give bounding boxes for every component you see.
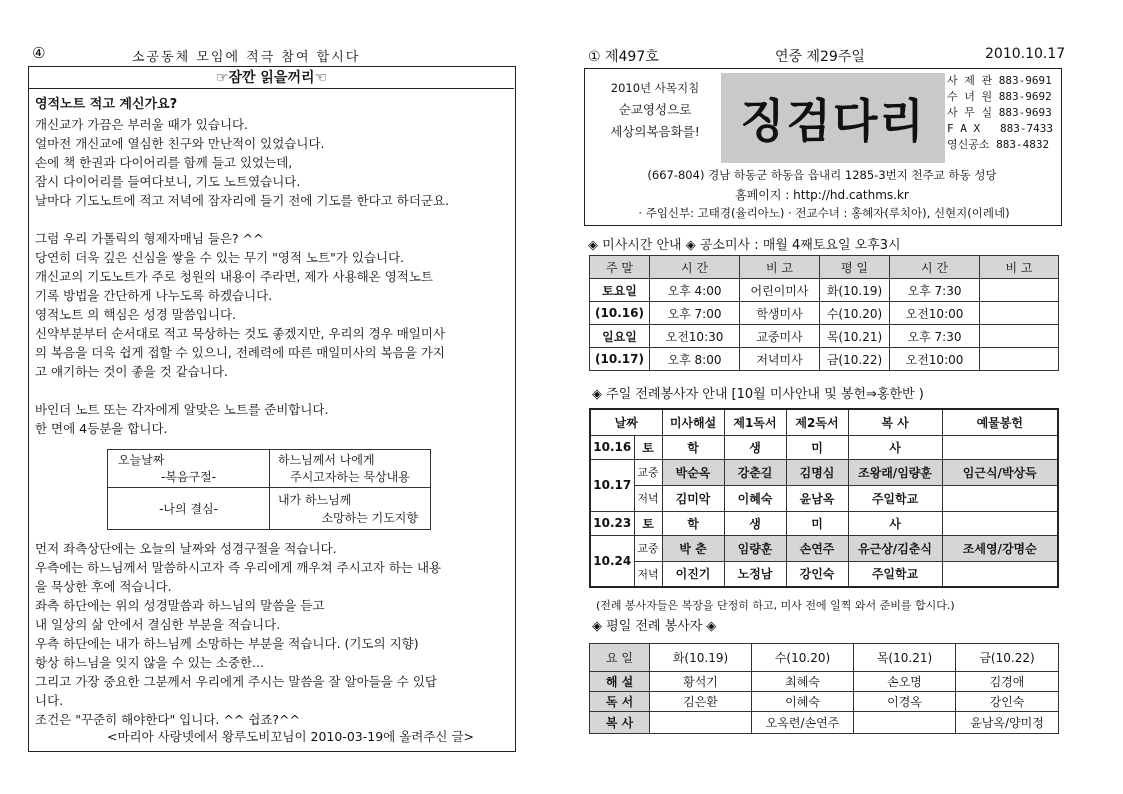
homepage[interactable]: 홈페이지 : http://hd.cathms.kr xyxy=(735,188,909,202)
mass-r1c1: 오후 4:00 xyxy=(650,279,740,302)
svc-1016-c1: 학 xyxy=(662,435,724,459)
mass-table xyxy=(589,255,1059,371)
grid-bl-1: -나의 결심- xyxy=(159,502,218,516)
article-line2-9: 조건은 "꾸준히 해야한다" 입니다. ^^ 쉽죠?^^ xyxy=(35,712,300,727)
wk-h1: 화(10.19) xyxy=(650,644,752,672)
service-title: ◈ 주일 전례봉사자 안내 [10월 미사안내 및 봉헌⇒홍한반 ) xyxy=(592,387,924,402)
svc-1023-c5 xyxy=(942,511,1058,535)
mass-r2c3: 수(10.20) xyxy=(820,302,890,325)
mass-r3c0: 일요일 xyxy=(590,325,650,348)
svc-h4: 복 사 xyxy=(848,409,942,435)
svc-1024a-c2: 임량훈 xyxy=(724,535,786,561)
article-line2-3: 좌측 하단에는 위의 성경말씀과 하느님의 말씀을 듣고 xyxy=(35,598,325,613)
grid-top-left xyxy=(108,450,270,488)
wk-r3c3 xyxy=(854,712,956,734)
mass-header-row xyxy=(590,256,1059,279)
article-line-8: 개신교의 기도노트가 주로 청원의 내용이 주라면, 제가 사용해온 영적노트 xyxy=(35,269,434,284)
article-body xyxy=(35,95,511,438)
mass-r4c2: 저녁미사 xyxy=(740,348,820,371)
mass-r3c2: 교중미사 xyxy=(740,325,820,348)
wk-r3c1 xyxy=(650,712,752,734)
wk-r1c4: 김경애 xyxy=(956,672,1059,692)
svc-1016-day: 토 xyxy=(634,435,662,459)
wk-h3: 목(10.21) xyxy=(854,644,956,672)
mass-r4c0: (10.17) xyxy=(590,348,650,371)
article-line-15: 바인더 노트 또는 각자에게 알맞은 노트를 준비합니다. xyxy=(35,402,329,417)
wk-r1c2: 최혜숙 xyxy=(752,672,854,692)
article-title: 영적노트 적고 계신가요? xyxy=(35,97,178,112)
article-line2-5: 우측 하단에는 내가 하느님께 소망하는 부분을 적습니다. (기도의 지향) xyxy=(35,636,419,651)
svc-1016-c5 xyxy=(942,435,1058,459)
grid-br-1: 내가 하느님께 xyxy=(278,492,352,507)
article-line2-7: 그리고 가장 중요한 그분께서 우리에게 주시는 말씀을 잘 알아들을 수 있답 xyxy=(35,674,437,689)
weekday-header-row xyxy=(590,644,1059,672)
contact-4: F A X 883-7433 xyxy=(947,122,1053,135)
wk-r1c1: 황석기 xyxy=(650,672,752,692)
service-row-1024-a xyxy=(590,535,1058,561)
mass-row-2 xyxy=(590,302,1059,325)
wk-h0: 요 일 xyxy=(590,644,650,672)
mass-row-4 xyxy=(590,348,1059,371)
staff: · 주임신부: 고태경(율리아노) · 전교수녀 : 홍혜자(루치아), 신현지(이레네) xyxy=(638,206,1010,220)
svc-1024b-c1: 이진기 xyxy=(662,561,724,587)
contact-2: 수 녀 원 883-9692 xyxy=(947,90,1052,103)
article-lines-2 xyxy=(35,539,511,729)
wk-r2c2: 이혜숙 xyxy=(752,692,854,712)
svc-1024-date: 10.24 xyxy=(590,535,634,587)
svc-1017b-kind: 저녁 xyxy=(634,485,662,511)
policy-line-3: 세상의복음화를! xyxy=(610,124,700,139)
article-source: <마리아 사랑넷에서 왕루도비꼬님이 2010-03-19에 올려주신 글> xyxy=(107,729,475,744)
article-line-9: 기록 방법을 간단하게 나누도록 하겠습니다. xyxy=(35,288,273,303)
mass-r1c3: 화(10.19) xyxy=(820,279,890,302)
weekday-row-1 xyxy=(590,672,1059,692)
policy-line-1: 2010년 사목지침 xyxy=(610,81,700,95)
address: (667-804) 경남 하동군 하동읍 읍내리 1285-3번지 천주교 하동 성당 xyxy=(647,168,997,182)
article-line2-1: 우측에는 하느님께서 말씀하시고자 즉 우리에게 깨우쳐 주시고자 하는 내용 xyxy=(35,560,442,575)
svc-1016-c2: 생 xyxy=(724,435,786,459)
mass-r1c5 xyxy=(980,279,1059,302)
mass-r4c3: 금(10.22) xyxy=(820,348,890,371)
svc-1017a-c5: 임근식/박상득 xyxy=(942,459,1058,485)
mass-h5: 비 고 xyxy=(980,256,1059,279)
svc-1017b-c4: 주일학교 xyxy=(848,485,942,511)
mass-h1: 시 간 xyxy=(650,256,740,279)
wk-r2c3: 이경옥 xyxy=(854,692,956,712)
service-row-1023 xyxy=(590,511,1058,535)
mass-h4: 시 간 xyxy=(890,256,980,279)
mass-r4c1: 오후 8:00 xyxy=(650,348,740,371)
svc-1023-c2: 생 xyxy=(724,511,786,535)
mass-r1c0: 토요일 xyxy=(590,279,650,302)
mass-h2: 비 고 xyxy=(740,256,820,279)
mass-r3c4: 오후 7:30 xyxy=(890,325,980,348)
grid-top-right xyxy=(270,450,431,488)
mass-r3c5 xyxy=(980,325,1059,348)
article-line2-6: 항상 하느님을 잊지 않을 수 있는 소중한... xyxy=(35,655,264,670)
article-line2-4: 내 일상의 삶 안에서 결심한 부분을 적습니다. xyxy=(35,617,281,632)
issue-number: ① 제497호 xyxy=(588,49,659,65)
svc-1024b-c5 xyxy=(942,561,1058,587)
wk-r3c4: 윤남옥/양미정 xyxy=(956,712,1059,734)
mass-r1c2: 어린이미사 xyxy=(740,279,820,302)
svc-1017-date: 10.17 xyxy=(590,459,634,511)
mass-r2c4: 오전10:00 xyxy=(890,302,980,325)
weekday-row-2 xyxy=(590,692,1059,712)
article-line-7: 당연히 더욱 깊은 신심을 쌓을 수 있는 무기 "영적 노트"가 있습니다. xyxy=(35,250,405,265)
svc-1024a-c3: 손연주 xyxy=(786,535,848,561)
article-line-11: 신약부분부터 순서대로 적고 묵상하는 것도 좋겠지만, 우리의 경우 매일미사 xyxy=(35,326,446,341)
wk-r3c2: 오옥련/손연주 xyxy=(752,712,854,734)
mass-row-3 xyxy=(590,325,1059,348)
article-line-6: 그럼 우리 가톨릭의 형제자매님 들은? ^^ xyxy=(35,231,264,246)
mass-r4c4: 오전10:00 xyxy=(890,348,980,371)
article-line-10: 영적노트 의 핵심은 성경 말씀입니다. xyxy=(35,307,236,322)
left-article-box xyxy=(28,66,516,752)
svc-1016-c4: 사 xyxy=(848,435,942,459)
article-line-14 xyxy=(35,381,511,400)
article-line-0: 개신교가 가끔은 부러울 때가 있습니다. xyxy=(35,117,249,132)
article-line-5 xyxy=(35,210,511,229)
mass-title: ◈ 미사시간 안내 ◈ 공소미사 : 매월 4째토요일 오후3시 xyxy=(588,238,901,253)
svc-1016-date: 10.16 xyxy=(590,435,634,459)
service-row-1024-b xyxy=(590,561,1058,587)
svc-1023-c1: 학 xyxy=(662,511,724,535)
policy-line-2: 순교영성으로 xyxy=(618,102,692,117)
svc-h2: 제1독서 xyxy=(724,409,786,435)
service-row-1017-a xyxy=(590,459,1058,485)
article-line2-0: 먼저 좌측상단에는 오늘의 날짜와 성경구절을 적습니다. xyxy=(35,541,337,556)
svc-1017a-kind: 교중 xyxy=(634,459,662,485)
grid-tr-2: 주시고자하는 묵상내용 xyxy=(290,469,410,484)
svc-1024a-c5: 조세영/강명순 xyxy=(942,535,1058,561)
svc-1024a-c4: 유근상/김춘식 xyxy=(848,535,942,561)
weekday-title: ◈ 평일 전례 봉사자 ◈ xyxy=(592,619,717,634)
svc-h5: 예물봉헌 xyxy=(942,409,1058,435)
note-grid xyxy=(107,449,431,530)
svc-1024b-c3: 강인숙 xyxy=(786,561,848,587)
svc-1017b-c5 xyxy=(942,485,1058,511)
svc-1023-day: 토 xyxy=(634,511,662,535)
contact-5: 영신공소 883-4832 xyxy=(947,138,1050,151)
article-line-13: 고 얘기하는 것이 좋을 것 같습니다. xyxy=(35,364,228,379)
article-line2-2: 을 묵상한 후에 적습니다. xyxy=(35,579,172,594)
wk-r3c0: 복 사 xyxy=(590,712,650,734)
mass-r2c1: 오후 7:00 xyxy=(650,302,740,325)
mass-row-1 xyxy=(590,279,1059,302)
svc-1017b-c1: 김미악 xyxy=(662,485,724,511)
article-lines-1 xyxy=(35,115,511,438)
liturgical-week: 연중 제29주일 xyxy=(775,49,865,65)
wk-r2c0: 독 서 xyxy=(590,692,650,712)
box-title-bar xyxy=(29,67,514,89)
svc-1016-c3: 미 xyxy=(786,435,848,459)
masthead xyxy=(584,68,1062,226)
article-line-1: 얼마전 개신교에 열심한 친구와 만난적이 있었습니다. xyxy=(35,136,325,151)
service-table xyxy=(589,408,1059,588)
svc-1017b-c3: 윤남옥 xyxy=(786,485,848,511)
wk-r2c1: 김은환 xyxy=(650,692,752,712)
wk-r1c3: 손오명 xyxy=(854,672,956,692)
left-page-number: ④ xyxy=(32,44,46,62)
contact-1: 사 제 관 883-9691 xyxy=(947,74,1052,87)
grid-tr-1: 하느님께서 나에게 xyxy=(278,452,375,467)
svc-1024b-c4: 주일학교 xyxy=(848,561,942,587)
policy-box xyxy=(591,77,719,143)
service-note: (전례 봉사자들은 복장을 단정히 하고, 미사 전에 일찍 와서 준비를 합시다.) xyxy=(596,599,955,612)
issue-date: 2010.10.17 xyxy=(985,46,1066,62)
brand-logo: 징검다리 xyxy=(740,94,926,148)
service-header-row xyxy=(590,409,1058,435)
wk-r1c0: 해 설 xyxy=(590,672,650,692)
svc-1017a-c4: 조왕래/임량훈 xyxy=(848,459,942,485)
mass-r3c1: 오전10:30 xyxy=(650,325,740,348)
article-line-4: 날마다 기도노트에 적고 저녁에 잠자리에 들기 전에 기도를 한다고 하더군요. xyxy=(35,193,450,208)
svc-1023-date: 10.23 xyxy=(590,511,634,535)
mass-r2c2: 학생미사 xyxy=(740,302,820,325)
mass-h3: 평 일 xyxy=(820,256,890,279)
mass-r3c3: 목(10.21) xyxy=(820,325,890,348)
svc-1017a-c1: 박순옥 xyxy=(662,459,724,485)
article-line-3: 잠시 다이어리를 들여다보니, 기도 노트였습니다. xyxy=(35,174,301,189)
grid-bottom-right xyxy=(270,488,431,530)
svc-1023-c4: 사 xyxy=(848,511,942,535)
wk-r2c4: 강인숙 xyxy=(956,692,1059,712)
grid-tl-1: 오늘날짜 xyxy=(118,452,165,467)
svc-h0: 날짜 xyxy=(590,409,662,435)
svc-1024a-c1: 박 춘 xyxy=(662,535,724,561)
svc-1024b-c2: 노정남 xyxy=(724,561,786,587)
svc-1023-c3: 미 xyxy=(786,511,848,535)
contact-3: 사 무 실 883-9693 xyxy=(947,106,1052,119)
svc-1017a-c3: 김명심 xyxy=(786,459,848,485)
wk-h2: 수(10.20) xyxy=(752,644,854,672)
left-header: 소공동체 모임에 적극 참여 합시다 xyxy=(132,50,361,65)
svc-1024b-kind: 저녁 xyxy=(634,561,662,587)
contact-box xyxy=(947,73,1059,153)
article-line2-8: 니다. xyxy=(35,693,64,708)
grid-tl-2: -복음구절- xyxy=(160,469,217,484)
weekday-table xyxy=(589,643,1059,734)
service-row-1017-b xyxy=(590,485,1058,511)
svc-1024a-kind: 교중 xyxy=(634,535,662,561)
wk-h4: 금(10.22) xyxy=(956,644,1059,672)
box-title: ☞잠깐 읽을꺼리☜ xyxy=(215,70,328,86)
article-line-16: 한 면에 4등분을 합니다. xyxy=(35,421,168,436)
svc-1017a-c2: 강춘길 xyxy=(724,459,786,485)
mass-r4c5 xyxy=(980,348,1059,371)
mass-r2c5 xyxy=(980,302,1059,325)
mass-r1c4: 오후 7:30 xyxy=(890,279,980,302)
svc-h1: 미사해설 xyxy=(662,409,724,435)
article-line-12: 의 복음을 더욱 쉽게 접할 수 있으니, 전례력에 따른 매일미사의 복음을 가지 xyxy=(35,345,445,360)
grid-bottom-left xyxy=(108,488,270,530)
mass-h0: 주 말 xyxy=(590,256,650,279)
mass-r2c0: (10.16) xyxy=(590,302,650,325)
svc-h3: 제2독서 xyxy=(786,409,848,435)
weekday-row-3 xyxy=(590,712,1059,734)
service-row-1016 xyxy=(590,435,1058,459)
brand-box xyxy=(721,73,945,163)
article-line-2: 손에 책 한권과 다이어리를 함께 들고 있었는데, xyxy=(35,155,293,170)
grid-br-2: 소망하는 기도지향 xyxy=(321,510,418,525)
svc-1017b-c2: 이혜숙 xyxy=(724,485,786,511)
